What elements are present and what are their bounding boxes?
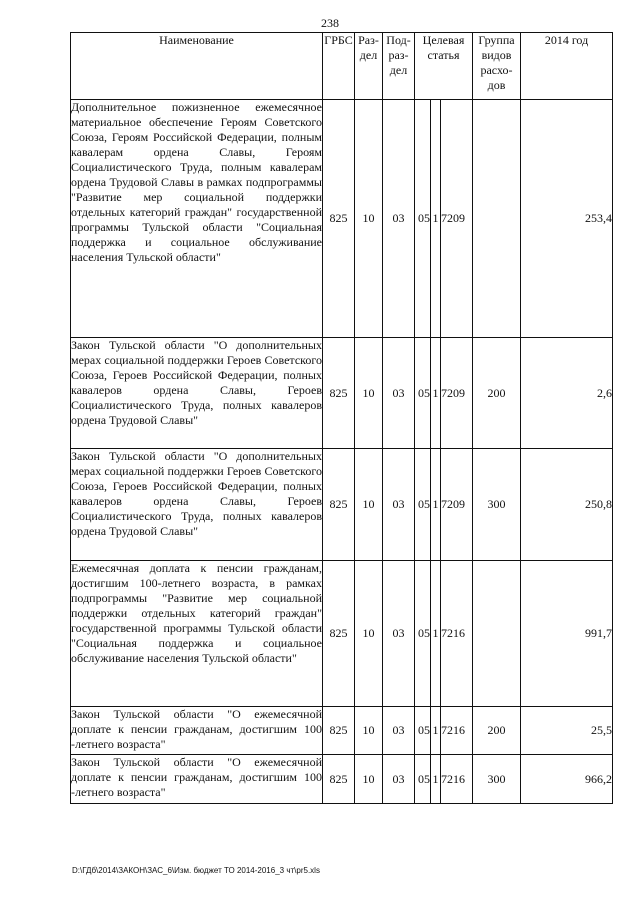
row-grbs: 825 bbox=[323, 100, 355, 338]
row-target-program: 05 bbox=[415, 707, 431, 755]
row-amount: 253,4 bbox=[521, 100, 613, 338]
row-grbs: 825 bbox=[323, 449, 355, 561]
row-grbs: 825 bbox=[323, 707, 355, 755]
row-expense-group: 200 bbox=[473, 707, 521, 755]
header-razdel: Раз- дел bbox=[355, 33, 383, 100]
row-target-code: 7209 bbox=[441, 100, 473, 338]
header-target-article: Целевая статья bbox=[415, 33, 473, 100]
row-name: Закон Тульской области "О ежемесячной доплате к пенсии гражданам, достигшим 100 -летнего возраста" bbox=[71, 707, 323, 755]
row-grbs: 825 bbox=[323, 561, 355, 707]
row-target-subprogram: 1 bbox=[431, 338, 441, 449]
row-podrazdel: 03 bbox=[383, 755, 415, 804]
row-amount: 250,8 bbox=[521, 449, 613, 561]
row-target-subprogram: 1 bbox=[431, 755, 441, 804]
row-name: Закон Тульской области "О дополнительных мерах социальной поддержки Героев Советского Союза, Героев Российской Федерации, полных кавалеров ордена Славы, Героев Социалистического Труда, полных кавалеров ордена Трудовой Славы" bbox=[71, 449, 323, 561]
header-year-2014: 2014 год bbox=[521, 33, 613, 100]
row-razdel: 10 bbox=[355, 561, 383, 707]
row-target-code: 7216 bbox=[441, 561, 473, 707]
header-name: Наименование bbox=[71, 33, 323, 100]
row-razdel: 10 bbox=[355, 707, 383, 755]
row-target-subprogram: 1 bbox=[431, 100, 441, 338]
header-expense-group: Группа видов расхо- дов bbox=[473, 33, 521, 100]
row-name: Ежемесячная доплата к пенсии гражданам, достигшим 100-летнего возраста, в рамках подпрограммы "Развитие мер социальной поддержки отдельных категорий граждан" государственной программы Тульской области "Социальная поддержка и социальное обслуживание населения Тульской области" bbox=[71, 561, 323, 707]
row-razdel: 10 bbox=[355, 755, 383, 804]
row-name: Закон Тульской области "О дополнительных мерах социальной поддержки Героев Советского Союза, Героев Российской Федерации, полных кавалеров ордена Славы, Героев Социалистического Труда, полных кавалеров ордена Трудовой Славы" bbox=[71, 338, 323, 449]
row-grbs: 825 bbox=[323, 338, 355, 449]
row-target-code: 7209 bbox=[441, 449, 473, 561]
table-row bbox=[71, 561, 613, 707]
row-amount: 2,6 bbox=[521, 338, 613, 449]
row-target-program: 05 bbox=[415, 100, 431, 338]
row-amount: 25,5 bbox=[521, 707, 613, 755]
row-podrazdel: 03 bbox=[383, 338, 415, 449]
row-podrazdel: 03 bbox=[383, 449, 415, 561]
row-expense-group: 300 bbox=[473, 755, 521, 804]
row-name: Закон Тульской области "О ежемесячной доплате к пенсии гражданам, достигшим 100 -летнего возраста" bbox=[71, 755, 323, 804]
row-razdel: 10 bbox=[355, 449, 383, 561]
row-grbs: 825 bbox=[323, 755, 355, 804]
table-row bbox=[71, 100, 613, 338]
table-row bbox=[71, 449, 613, 561]
table-row bbox=[71, 707, 613, 755]
header-grbs: ГРБС bbox=[323, 33, 355, 100]
row-target-subprogram: 1 bbox=[431, 561, 441, 707]
row-expense-group bbox=[473, 100, 521, 338]
row-target-program: 05 bbox=[415, 338, 431, 449]
row-podrazdel: 03 bbox=[383, 100, 415, 338]
row-target-code: 7216 bbox=[441, 755, 473, 804]
row-podrazdel: 03 bbox=[383, 561, 415, 707]
row-expense-group: 300 bbox=[473, 449, 521, 561]
file-path-footer: D:\ГДб\2014\ЗАКОН\ЗАС_6\Изм. бюджет ТО 2014-2016_3 чт\pr5.xls bbox=[72, 866, 320, 875]
row-target-subprogram: 1 bbox=[431, 449, 441, 561]
row-podrazdel: 03 bbox=[383, 707, 415, 755]
header-row bbox=[71, 33, 613, 100]
row-amount: 991,7 bbox=[521, 561, 613, 707]
row-target-program: 05 bbox=[415, 561, 431, 707]
row-amount: 966,2 bbox=[521, 755, 613, 804]
table-row bbox=[71, 338, 613, 449]
row-target-code: 7209 bbox=[441, 338, 473, 449]
row-target-program: 05 bbox=[415, 449, 431, 561]
row-expense-group bbox=[473, 561, 521, 707]
row-name: Дополнительное пожизненное ежемесячное материальное обеспечение Героям Советского Союза, Героям Российской Федерации, полным кавалерам ордена Славы, Героям Социалистического Труда, полным кавалерам ордена Трудовой Славы в рамках подпрограммы "Развитие мер социальной поддержки отдельных категорий граждан" государственной программы Тульской области "Социальная поддержка и социальное обслуживание населения Тульской области" bbox=[71, 100, 323, 338]
budget-table bbox=[70, 32, 613, 804]
page-number: 238 bbox=[321, 16, 339, 30]
row-razdel: 10 bbox=[355, 338, 383, 449]
header-podrazdel: Под- раз- дел bbox=[383, 33, 415, 100]
row-razdel: 10 bbox=[355, 100, 383, 338]
row-expense-group: 200 bbox=[473, 338, 521, 449]
row-target-program: 05 bbox=[415, 755, 431, 804]
row-target-subprogram: 1 bbox=[431, 707, 441, 755]
table-row bbox=[71, 755, 613, 804]
row-target-code: 7216 bbox=[441, 707, 473, 755]
